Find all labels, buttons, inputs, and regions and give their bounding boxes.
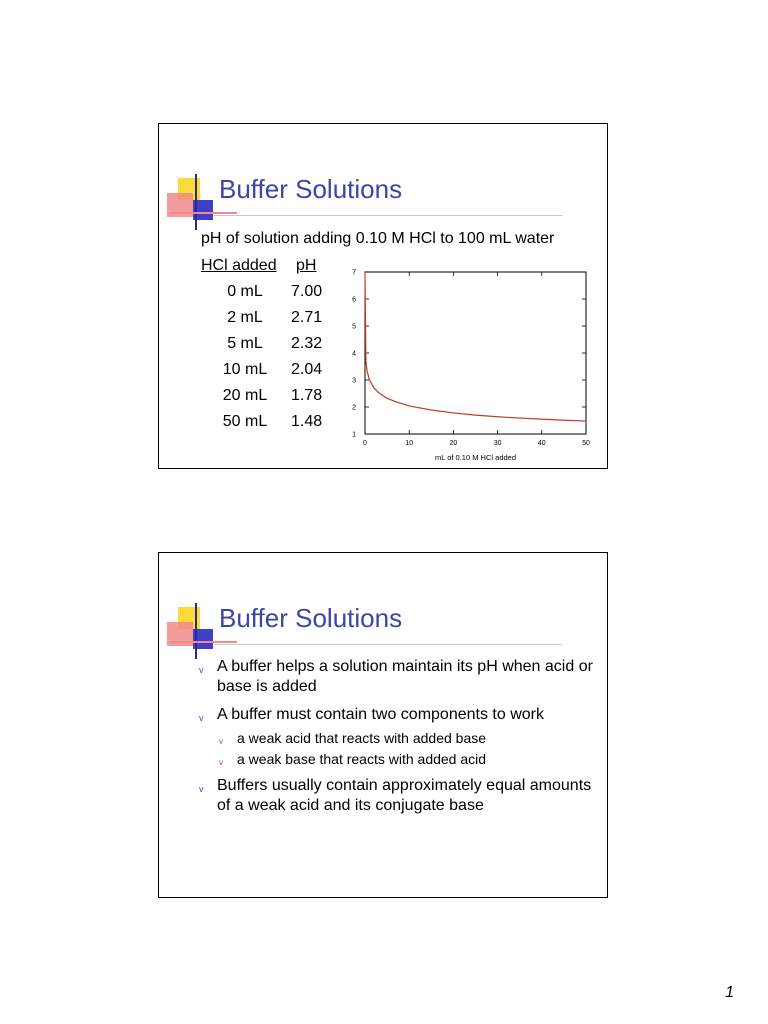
ph-titration-chart: [341, 264, 601, 464]
title-divider: [214, 215, 562, 216]
slide-title: Buffer Solutions: [219, 603, 403, 633]
table-cell: 5 mL: [227, 335, 263, 352]
bullet-text: A buffer helps a solution maintain its pH when acid or base is added: [217, 658, 593, 695]
x-tick-label: 20: [449, 440, 458, 447]
y-tick-label: 6: [352, 296, 356, 304]
table-header: [201, 257, 341, 275]
column-header-ph: pH: [296, 257, 317, 274]
bullet-text: Buffers usually contain approximately equal amounts of a weak acid and its conjugate base: [217, 777, 592, 814]
ph-curve: [365, 272, 586, 421]
table-cell: 0 mL: [227, 283, 263, 300]
table-row: [201, 335, 341, 353]
table-cell: 1.78: [291, 387, 323, 404]
sub-bullet-icon: v: [219, 758, 223, 767]
table-cell: 2.04: [291, 361, 323, 378]
list-item: [199, 657, 599, 697]
y-tick-label: 1: [352, 431, 356, 439]
y-tick-label: 3: [352, 377, 356, 385]
table-cell: 20 mL: [222, 387, 268, 404]
table-cell: 1.48: [291, 413, 323, 430]
table-row: [201, 361, 341, 379]
slide-1: [158, 123, 608, 469]
bullet-text: a weak acid that reacts with added base: [237, 730, 487, 746]
x-tick-label: 50: [582, 440, 590, 447]
list-item: [217, 750, 599, 768]
ph-table: [201, 257, 341, 431]
bullet-text: a weak base that reacts with added acid: [237, 751, 487, 767]
y-tick-label: 5: [352, 323, 356, 331]
table-cell: 2 mL: [227, 309, 263, 326]
table-row: [201, 413, 341, 431]
bullet-list: [199, 657, 599, 824]
title-divider: [214, 644, 562, 645]
bullet-icon: v: [199, 665, 204, 675]
slide-title: Buffer Solutions: [219, 174, 403, 204]
y-tick-label: 7: [352, 269, 356, 277]
table-row: [201, 309, 341, 327]
table-cell: 7.00: [291, 283, 323, 300]
bullet-icon: v: [199, 784, 204, 794]
x-tick-label: 10: [405, 440, 414, 447]
column-header-hcl: HCl added: [201, 257, 277, 274]
table-cell: 2.32: [291, 335, 323, 352]
table-cell: 2.71: [291, 309, 323, 326]
y-tick-label: 4: [352, 350, 356, 358]
list-item: [199, 705, 599, 768]
sub-bullet-icon: v: [219, 737, 223, 746]
table-row: [201, 283, 341, 301]
table-cell: 50 mL: [222, 413, 268, 430]
slide-subtitle: pH of solution adding 0.10 M HCl to 100 mL water: [201, 230, 555, 247]
slide-2: [158, 552, 608, 898]
plot-frame: [365, 272, 586, 434]
page-number: 1: [725, 984, 734, 1001]
table-row: [201, 387, 341, 405]
table-cell: 10 mL: [222, 361, 268, 378]
bullet-icon: v: [199, 713, 204, 723]
list-item: [199, 776, 599, 816]
x-tick-label: 40: [537, 440, 546, 447]
x-tick-label: 30: [493, 440, 502, 447]
x-axis-label: mL of 0.10 M HCl added: [434, 453, 517, 462]
sub-bullet-list: [217, 729, 599, 768]
x-tick-label: 0: [363, 440, 367, 447]
list-item: [217, 729, 599, 747]
y-tick-label: 2: [352, 404, 356, 412]
bullet-text: A buffer must contain two components to work: [217, 706, 544, 723]
